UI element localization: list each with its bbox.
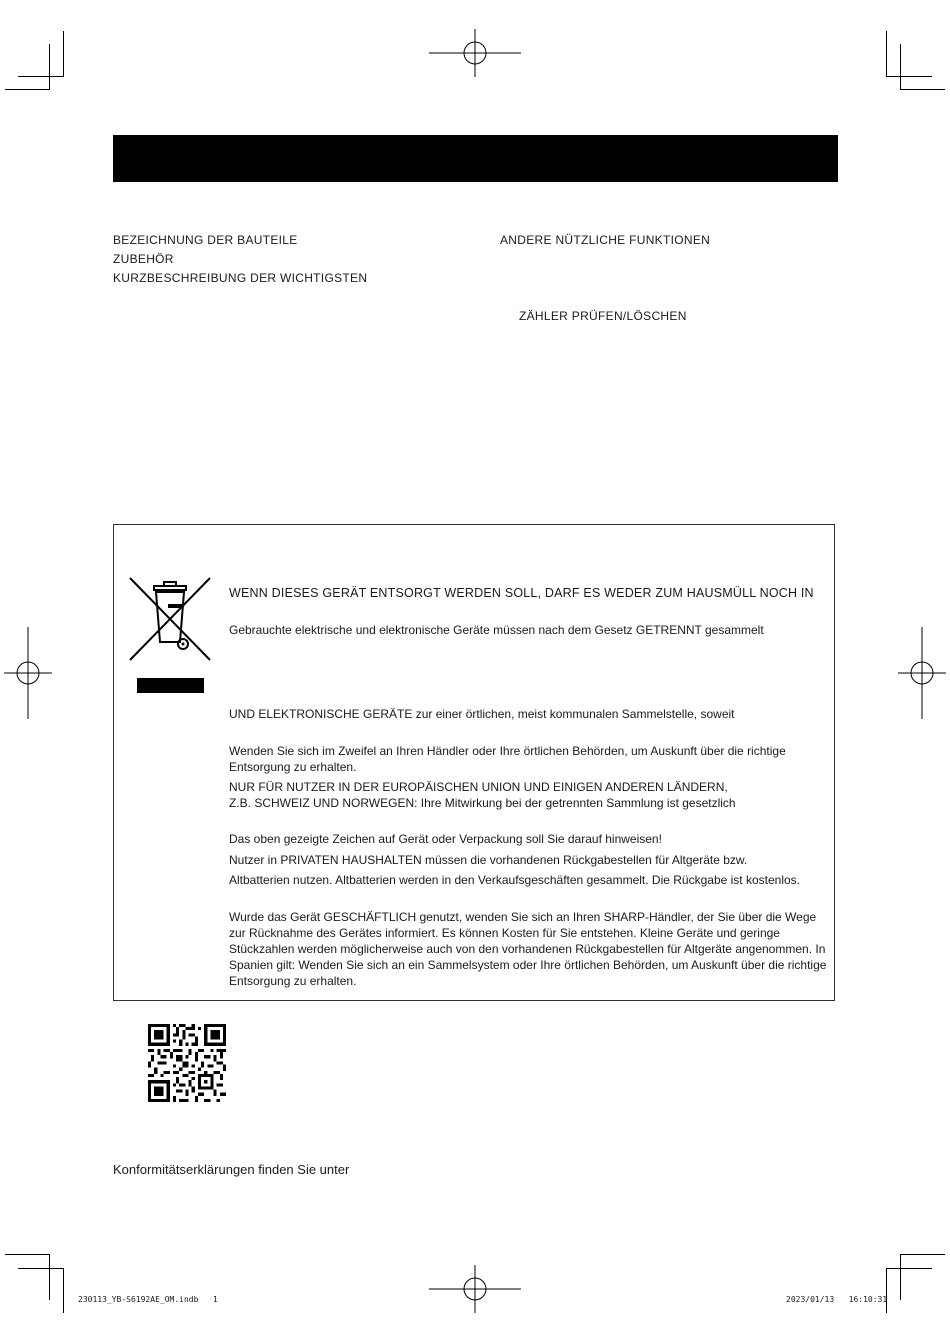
registration-mark-right (898, 627, 946, 719)
registration-mark-top (429, 29, 521, 77)
title-band (113, 135, 838, 182)
slug-datetime (786, 1295, 887, 1304)
crop-mark (18, 76, 64, 77)
disposal-paragraph: Nutzer in PRIVATEN HAUSHALTEN müssen die vorhandenen Rückgabestellen für Altgeräte bzw. (229, 853, 748, 867)
crop-mark (886, 76, 932, 77)
disposal-paragraph: Gebrauchte elektrische und elektronische Geräte müssen nach dem Gesetz GETRENNT gesammelt (229, 623, 764, 637)
registration-mark-left (4, 627, 52, 719)
crop-mark (900, 1254, 901, 1300)
disposal-paragraph: Das oben gezeigte Zeichen auf Gerät oder Verpackung soll Sie darauf hinweisen! (229, 832, 662, 846)
conformity-text: Konformitätserklärungen finden Sie unter (113, 1162, 350, 1177)
qr-code (148, 1024, 226, 1102)
slug-filename: 230113_YB-S6192AE_OM.indb (78, 1295, 199, 1304)
crop-mark (886, 1268, 932, 1269)
disposal-paragraph: Z.B. SCHWEIZ UND NORWEGEN: Ihre Mitwirkung bei der getrennten Sammlung ist gesetzlich (229, 796, 736, 810)
crop-mark (900, 1254, 945, 1255)
toc-item-accessories: ZUBEHÖR (113, 252, 174, 266)
disposal-paragraph: NUR FÜR NUTZER IN DER EUROPÄISCHEN UNION UND EINIGEN ANDEREN LÄNDERN, (229, 780, 728, 794)
disposal-paragraph: Wurde das Gerät GESCHÄFTLICH genutzt, wenden Sie sich an Ihren SHARP-Händler, der Sie über die Wege zur Rücknahme des Gerätes informiert. Es können Kosten für Sie entstehen. Kleine Geräte und geringe Stückzahlen werden möglicherweise auch von den vorhandenen Rückgabestellen für Altgeräte angenommen. In Spanien gilt: Wenden Sie sich an ein Sammelsystem oder Ihre örtlichen Behörden, um Auskunft über die richtige Entsorgung zu erhalten. (229, 910, 827, 988)
bin-underline-bar (137, 678, 204, 693)
slug-file (78, 1295, 218, 1304)
disposal-paragraph: Wenden Sie sich im Zweifel an Ihren Händler oder Ihre örtlichen Behörden, um Auskunft über die richtige Entsorgung zu erhalten. (229, 744, 786, 774)
toc-item-parts: BEZEICHNUNG DER BAUTEILE (113, 233, 298, 247)
crop-mark (5, 1254, 50, 1255)
disposal-paragraph: Altbatterien nutzen. Altbatterien werden in den Verkaufsgeschäften gesammelt. Die Rückgabe ist kostenlos. (229, 873, 800, 887)
crop-mark (63, 1268, 64, 1313)
crop-mark (63, 31, 64, 76)
crop-mark (49, 1254, 50, 1300)
disposal-paragraph: UND ELEKTRONISCHE GERÄTE zur einer örtlichen, meist kommunalen Sammelstelle, soweit (229, 707, 735, 721)
crop-mark (18, 1268, 64, 1269)
crop-mark (886, 31, 887, 76)
toc-item-counter: ZÄHLER PRÜFEN/LÖSCHEN (519, 309, 687, 323)
slug-date: 2023/01/13 (786, 1295, 835, 1304)
crop-mark (49, 44, 50, 90)
toc-item-other-functions: ANDERE NÜTZLICHE FUNKTIONEN (500, 233, 711, 247)
slug-time: 16:10:31 (848, 1295, 888, 1304)
crop-mark (900, 44, 901, 90)
registration-mark-bottom (429, 1265, 521, 1313)
slug-page: 1 (212, 1295, 218, 1304)
crop-mark (5, 89, 50, 90)
crop-mark (886, 1268, 887, 1313)
toc-item-quick-description: KURZBESCHREIBUNG DER WICHTIGSTEN (113, 271, 368, 285)
crossed-bin-icon (128, 576, 212, 662)
disposal-heading: WENN DIESES GERÄT ENTSORGT WERDEN SOLL, DARF ES WEDER ZUM HAUSMÜLL NOCH IN (229, 586, 814, 600)
crop-mark (900, 89, 945, 90)
